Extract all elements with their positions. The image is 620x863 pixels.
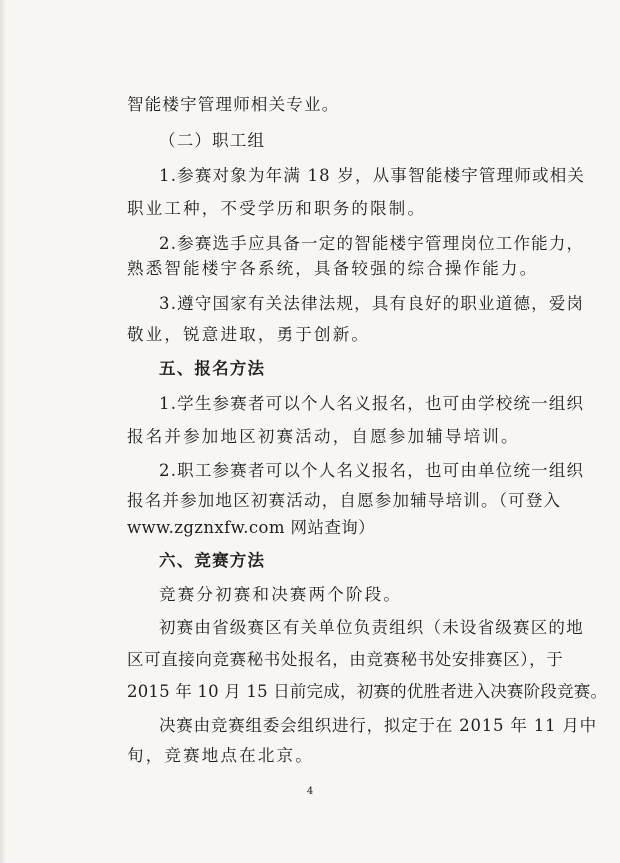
page-edge-shadow [0,0,6,863]
paragraph-line: www.zgznxfw.com 网站查询） [127,518,376,537]
paragraph-line: 熟悉智能楼宇各系统，具备较强的综合操作能力。 [127,259,539,278]
paragraph-line: 2015 年 10 月 15 日前完成，初赛的优胜者进入决赛阶段竞赛。 [127,682,608,701]
paragraph-line: 3.遵守国家有关法律法规，具有良好的职业道德，爱岗 [159,294,585,313]
section-heading: 六、竞赛方法 [159,551,266,570]
paragraph-line: 1.参赛对象为年满 18 岁，从事智能楼宇管理师或相关 [159,166,586,185]
paragraph-line: 初赛由省级赛区有关单位负责组织（未设省级赛区的地 [159,618,584,637]
paragraph-line: 报名并参加地区初赛活动，自愿参加辅导培训。 [127,427,520,446]
section-heading: 五、报名方法 [159,359,266,378]
paragraph-line: 报名并参加地区初赛活动，自愿参加辅导培训。（可登入 [127,491,562,510]
paragraph-line: 2.参赛选手应具备一定的智能楼宇管理岗位工作能力， [159,234,585,253]
section-heading: （二）职工组 [159,131,266,150]
page-number: 4 [306,786,314,797]
paragraph-line: 决赛由竞赛组委会组织进行，拟定于在 2015 年 11 月中 [159,716,597,735]
paragraph-line: 职业工种，不受学历和职务的限制。 [127,199,427,218]
paragraph-line: 竞赛分初赛和决赛两个阶段。 [159,585,403,604]
paragraph-line: 智能楼宇管理师相关专业。 [127,95,340,114]
paragraph-line: 2.职工参赛者可以个人名义报名，也可由单位统一组织 [159,461,585,480]
paragraph-line: 敬业，锐意进取，勇于创新。 [127,325,371,344]
paragraph-line: 区可直接向竞赛秘书处报名，由竞赛秘书处安排赛区），于 [127,650,564,669]
paragraph-line: 旬，竞赛地点在北京。 [127,746,314,765]
paragraph-line: 1.学生参赛者可以个人名义报名，也可由学校统一组织 [159,394,585,413]
